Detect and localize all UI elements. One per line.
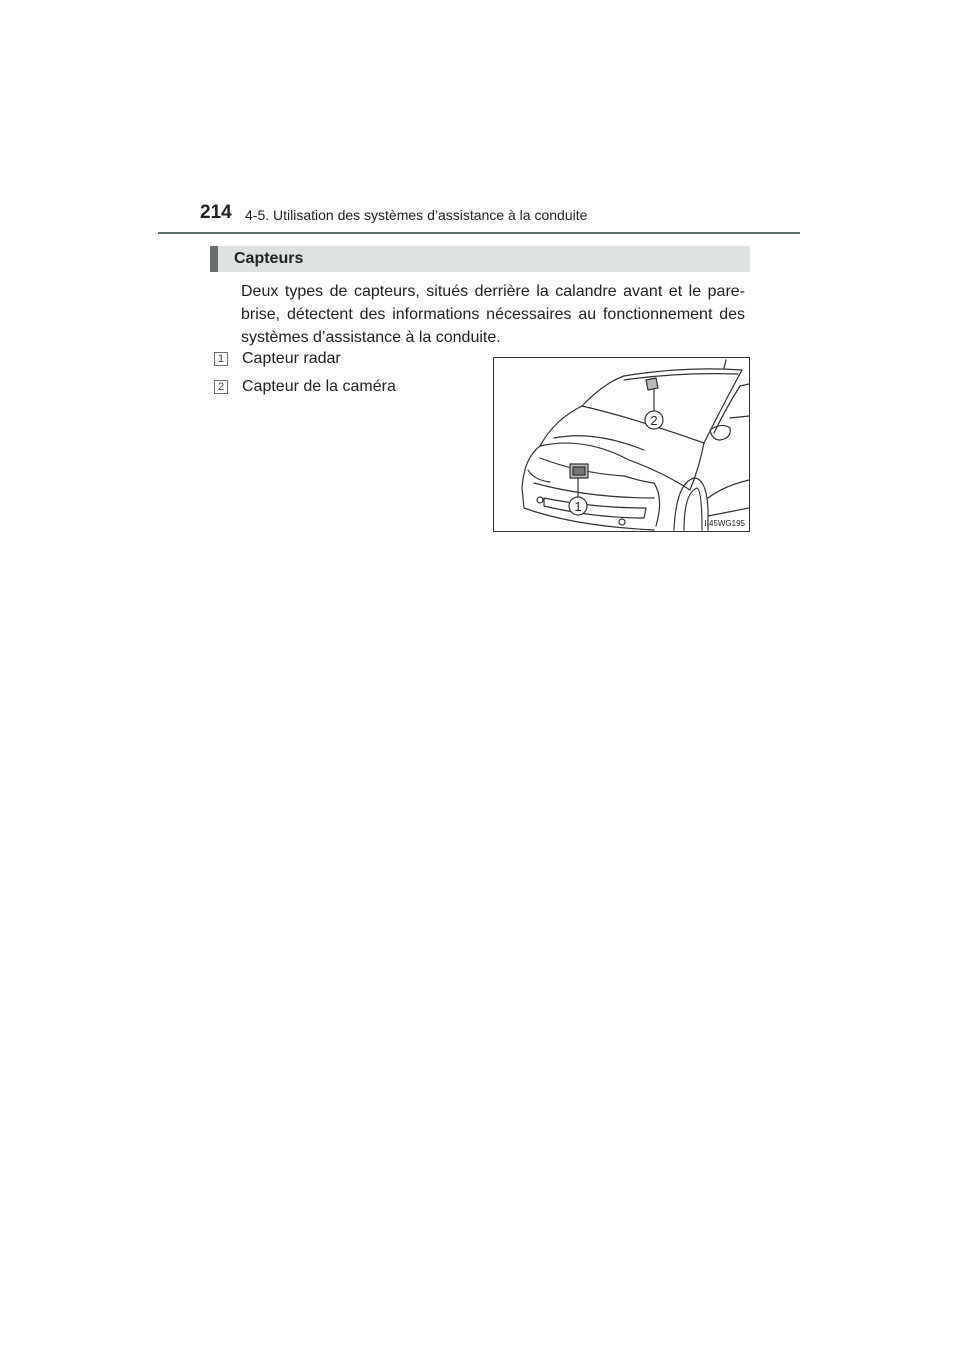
callout-2: 2: [650, 413, 658, 428]
camera-housing: [646, 378, 658, 390]
front-wheel: [674, 478, 708, 530]
list-number-badge: 2: [214, 380, 228, 394]
list-item: [214, 378, 396, 396]
side-mirror: [710, 425, 730, 440]
list-item-label: Capteur de la caméra: [242, 378, 396, 395]
car-illustration: [494, 358, 749, 531]
a-pillar: [704, 370, 742, 443]
list-item-label: Capteur radar: [242, 350, 341, 367]
header-rule: [158, 232, 800, 234]
figure-code: II45WG195: [704, 519, 745, 528]
callout-1: 1: [574, 499, 582, 514]
subheading-bar: [210, 246, 750, 272]
subheading-title: Capteurs: [234, 250, 304, 267]
section-title: 4-5. Utilisation des systèmes d’assistance à la conduite: [245, 207, 588, 223]
page-number: 214: [200, 202, 232, 223]
list-item: [214, 350, 341, 368]
body-paragraph: Deux types de capteurs, situés derrière la calandre avant et le pare-brise, détectent des informations nécessaires au fonctionnement des systèmes d’assistance à la conduite.: [241, 283, 745, 346]
windshield-top: [582, 376, 624, 406]
list-number-badge: 1: [214, 352, 228, 366]
hood-line: [540, 406, 582, 446]
car-sensor-figure: [493, 357, 750, 532]
